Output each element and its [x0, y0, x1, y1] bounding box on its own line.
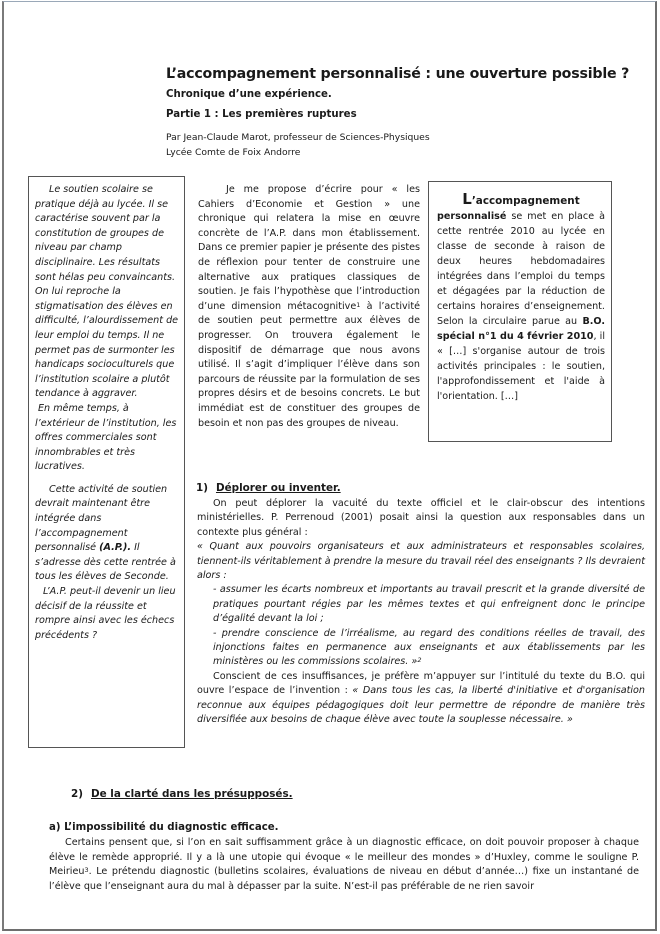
footnote-ref[interactable]: 2 — [417, 656, 422, 665]
footnote-ref[interactable]: 1 — [356, 300, 361, 309]
sidebar-box — [28, 176, 185, 748]
quote: « Quant aux pouvoirs organisateurs et aux administrateurs et responsables scolaires, tiennent-ils véritablement à prendre la mesure du travail réel des enseignants ? Ils devraient alors : — [197, 541, 645, 582]
article-title: L’accompagnement personnalisé : une ouverture possible ? — [166, 66, 630, 82]
subsection-a-heading: a) L’impossibilité du diagnostic efficace. — [49, 822, 279, 833]
section-1-body — [197, 497, 645, 728]
footnote-ref[interactable]: 3 — [84, 866, 89, 875]
paragraph: Certains pensent que, si l’on en sait suffisamment grâce à un diagnostic efficace, on doit pouvoir proposer à chaque élève le remède approprié. Il y a là une utopie qui évoque « le meilleur des mondes » d’Huxley, comme le souligne P. Meirieu$^3$. Le prétendu diagnostic (bulletins scolaires, évaluations de niveau en début d’année…) fixe un instantané de l’élève que l’enseignant aura du mal à dépasser par la suite. N’est-il pas préférable de ne rien savoir — [49, 837, 639, 892]
school: Lycée Comte de Foix Andorre — [166, 147, 301, 158]
intro-text — [198, 183, 420, 431]
info-box-heading: L’accompagnement — [462, 190, 580, 208]
section-1-heading: 1) Déplorer ou inventer. — [196, 482, 341, 494]
section-2-heading: 2) De la clarté dans les présupposés. — [71, 788, 293, 800]
info-box-text: personnalisé se met en place à cette rentrée 2010 au lycée en classe de seconde à raison de deux heures hebdomadaires intégrées dans l’emploi du temps et dégagées par la réduction de certains horaires d’enseignement. Selon la circulaire parue au B.O. spécial n°1 du 4 février 2010, il « […] s'organise autour de trois activités principales : le soutien, l'approfondissement et l'aide à l'orientation. […] — [437, 211, 605, 402]
quote-bullet: - assumer les écarts nombreux et importants au travail prescrit et la grande diversité de pratiques pourtant régies par les mêmes textes et qui enfreignent donc le principe d’égalité devant la loi ; — [213, 584, 645, 625]
paragraph: On peut déplorer la vacuité du texte officiel et le clair-obscur des intentions ministérielles. P. Perrenoud (2001) posait ainsi la question aux responsables dans un contexte plus général : — [197, 498, 645, 538]
ap-abbreviation: (A.P.). — [99, 542, 132, 554]
byline — [166, 130, 430, 160]
intro-paragraph: Je me propose d’écrire pour « les Cahiers d’Economie et Gestion » une chronique qui relatera la mise en œuvre concrète de l’A.P. dans mon établissement. Dans ce premier papier je présente des pistes de réflexion pour tenter de construire une alternative aux pratiques classiques de soutien. Je fais l’hypothèse que l’introduction d’une dimension métacognitive$^1$ à l’activité de soutien peut permettre aux élèves de progresser. On trouvera également le dispositif de démarrage que nous avons utilisé. Il s’agit d’impliquer l’élève dans son parcours de réussite par la formulation de ses propres désirs et de besoins concrets. Le but immédiat est de constituer des groupes de besoin et non pas des groupes de niveau. — [198, 184, 421, 429]
bo-quote: « Dans tous les cas, la liberté d'initiative et d'organisation reconnue aux équipes pédagogiques doit leur permettre de répondre de manière très diversifiée aux besoins de chaque élève avec toute la souplesse nécessaire. » — [197, 685, 645, 726]
quote-bullet: - prendre conscience de l’irréalisme, au regard des conditions réelles de travail, des injonctions faites en permanence aux enseignants et aux établissements par les ministères ou les commissions scolaires. »$^2$ — [213, 627, 645, 668]
sidebar-paragraph: Le soutien scolaire se pratique déjà au lycée. Il se caractérise souvent par la constitution de groupes de niveau par champ disciplinaire. Les résultats sont hélas peu convaincants. On lui reproche la stigmatisation des élèves en difficulté, l’alourdissement de leur emploi du temps. Il ne permet pas de surmonter les handicaps socioculturels que l’institution scolaire a plutôt tendance à aggraver. — [35, 184, 179, 400]
section-2-body — [49, 836, 639, 894]
author: Par Jean-Claude Marot, professeur de Sciences-Physiques — [166, 132, 430, 143]
part-heading: Partie 1 : Les premières ruptures — [166, 109, 357, 120]
info-box — [428, 181, 612, 442]
sidebar-paragraph: En même temps, à l’extérieur de l’institution, les offres commerciales sont innombrables et très lucratives. — [35, 402, 177, 473]
bo-reference: B.O. spécial n°1 du 4 février 2010 — [437, 316, 605, 342]
article-subtitle: Chronique d’une expérience. — [166, 89, 332, 100]
paragraph: Conscient de ces insuffisances, je préfère m’appuyer sur l’intitulé du texte du B.O. qui ouvre l’espace de l’invention : « Dans tous les cas, la liberté d'initiative et d'organisation reconnue aux équipes pédagogiques doit leur permettre de répondre de manière très diversifiée aux besoins de chaque élève avec toute la souplesse nécessaire. » — [197, 670, 645, 726]
sidebar-paragraph: L’A.P. peut-il devenir un lieu décisif de la réussite et rompre ainsi avec les échecs précédents ? — [35, 586, 176, 641]
sidebar-paragraph: Cette activité de soutien devrait maintenant être intégrée dans l’accompagnement personnalisé (A.P.). Il s’adresse dès cette rentrée à tous les élèves de Seconde. — [35, 483, 176, 583]
